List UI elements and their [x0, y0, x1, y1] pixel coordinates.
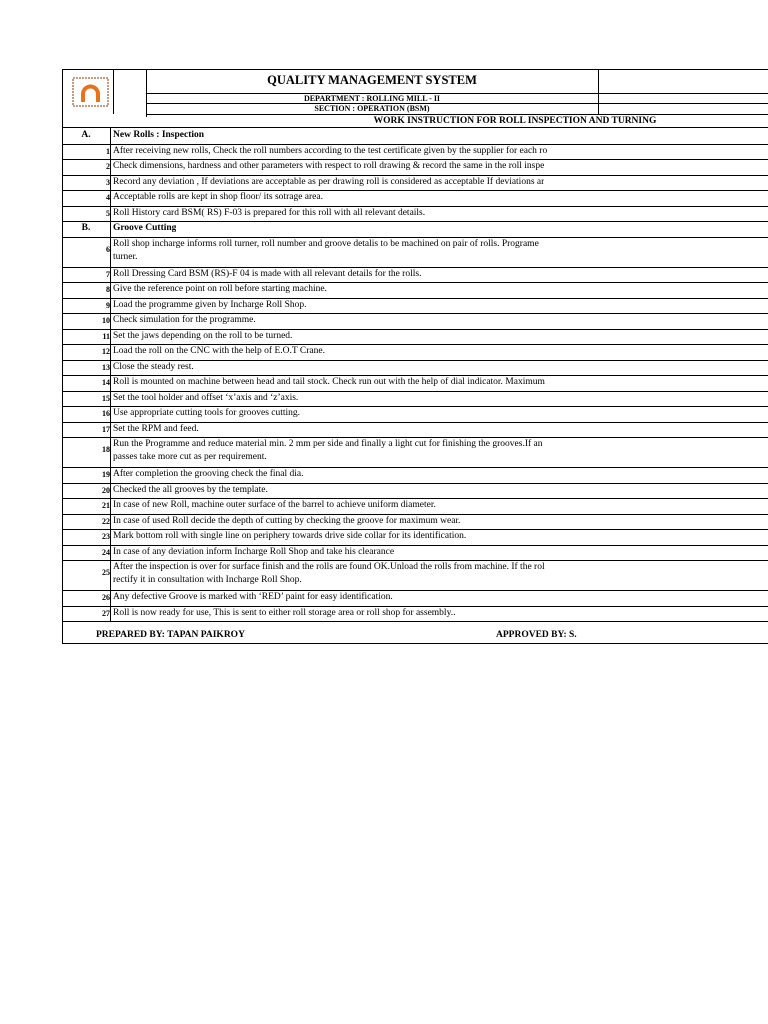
step-text: After completion the grooving check the final dia.: [113, 469, 304, 479]
step-text: After receiving new rolls, Check the roll numbers according to the test certificate given by the supplier for each ro: [113, 145, 548, 156]
step-number: 13: [102, 362, 110, 372]
step-text: Roll is now ready for use, This is sent to either roll storage area or roll shop for assembly..: [113, 607, 456, 618]
step-text-continued: passes take more cut as per requirement.: [113, 452, 267, 462]
step-number: 27: [102, 608, 110, 618]
step-number: 16: [102, 409, 110, 418]
step-number: 6: [106, 244, 110, 254]
step-number: 7: [106, 269, 110, 279]
prepared-by: PREPARED BY: TAPAN PAIKROY: [96, 630, 245, 640]
step-number: 9: [106, 300, 110, 310]
section-heading: New Rolls : Inspection: [113, 130, 205, 140]
work-instruction-title: WORK INSTRUCTION FOR ROLL INSPECTION AND TURNING: [373, 116, 657, 126]
step-number: 24: [102, 547, 110, 557]
step-text: Roll History card BSM( RS) F-03 is prepared for this roll with all relevant details.: [113, 207, 426, 218]
step-text: Check simulation for the programme.: [113, 315, 256, 325]
step-text: Load the roll on the CNC with the help of E.O.T Crane.: [113, 346, 325, 356]
step-text: Set the RPM and feed.: [113, 423, 199, 434]
step-number: 14: [102, 378, 110, 387]
step-number: 22: [102, 516, 110, 526]
step-text: In case of used Roll decide the depth of cutting by checking the groove for maximum wear.: [113, 515, 461, 526]
step-text-continued: rectify it in consultation with Incharge Roll Shop.: [113, 575, 302, 585]
step-text: Set the tool holder and offset ‘x’axis and ‘z’axis.: [113, 392, 299, 403]
step-text: Mark bottom roll with single line on periphery towards drive side collar for its identification.: [113, 531, 467, 541]
step-number: 23: [102, 532, 110, 541]
approved-by: APPROVED BY: S.: [496, 630, 577, 640]
step-number: 21: [102, 501, 110, 510]
step-number: 1: [106, 146, 110, 156]
step-text: Run the Programme and reduce material min. 2 mm per side and finally a light cut for finishing the grooves.If an: [113, 439, 543, 449]
step-text: Any defective Groove is marked with ‘RED’ paint for easy identification.: [113, 592, 393, 602]
step-text: Use appropriate cutting tools for grooves cutting.: [113, 408, 301, 418]
step-number: 11: [102, 331, 110, 341]
step-number: 25: [102, 568, 110, 577]
section-heading: Groove Cutting: [113, 223, 177, 233]
step-text: In case of new Roll, machine outer surface of the barrel to achieve uniform diameter.: [113, 500, 436, 510]
department-label: DEPARTMENT : ROLLING MILL - II: [303, 94, 441, 103]
section-letter: A.: [81, 130, 91, 140]
step-number: 2: [106, 162, 110, 171]
step-number: 26: [102, 593, 110, 602]
document-title: QUALITY MANAGEMENT SYSTEM: [267, 73, 477, 87]
work-instruction-sheet: [62, 69, 768, 644]
step-number: 12: [102, 347, 110, 356]
step-text: Record any deviation , If deviations are acceptable as per drawing roll is considered as acceptable If deviations ar: [113, 176, 545, 187]
step-text: In case of any deviation inform Incharge Roll Shop and take his clearance: [113, 546, 395, 557]
step-text: Set the jaws depending on the roll to be turned.: [113, 330, 293, 341]
section-letter: B.: [81, 223, 91, 233]
step-number: 4: [106, 193, 110, 202]
step-number: 18: [102, 445, 110, 454]
company-logo: [72, 77, 109, 107]
step-text: Checked the all grooves by the template.: [113, 484, 268, 495]
step-number: 3: [106, 177, 110, 187]
step-text: After the inspection is over for surface finish and the rolls are found OK.Unload the rolls from machine. If the rol: [113, 562, 545, 572]
step-text: Roll is mounted on machine between head and tail stock. Check run out with the help of dial indicator. Maximum: [113, 377, 545, 387]
step-text: Give the reference point on roll before starting machine.: [113, 284, 327, 294]
step-number: 20: [102, 485, 110, 495]
section-label: SECTION : OPERATION (BSM): [314, 104, 430, 113]
step-text: Roll shop incharge informs roll turner, roll number and groove detalis to be machined on pair of rolls. Programe: [113, 238, 539, 249]
step-text: Close the steady rest.: [113, 361, 194, 372]
step-number: 17: [102, 424, 110, 434]
step-text: Load the programme given by Incharge Roll Shop.: [113, 299, 307, 310]
step-text: Check dimensions, hardness and other parameters with respect to roll drawing & record the same in the roll inspe: [113, 161, 545, 171]
step-number: 8: [106, 285, 110, 294]
step-text-continued: turner.: [113, 251, 138, 262]
step-number: 19: [102, 470, 110, 479]
step-text: Acceptable rolls are kept in shop floor/ its sotrage area.: [113, 192, 323, 202]
step-number: 5: [106, 208, 110, 218]
step-number: 10: [102, 316, 110, 325]
step-number: 15: [102, 393, 110, 403]
step-text: Roll Dressing Card BSM (RS)-F 04 is made with all relevant details for the rolls.: [113, 268, 422, 279]
